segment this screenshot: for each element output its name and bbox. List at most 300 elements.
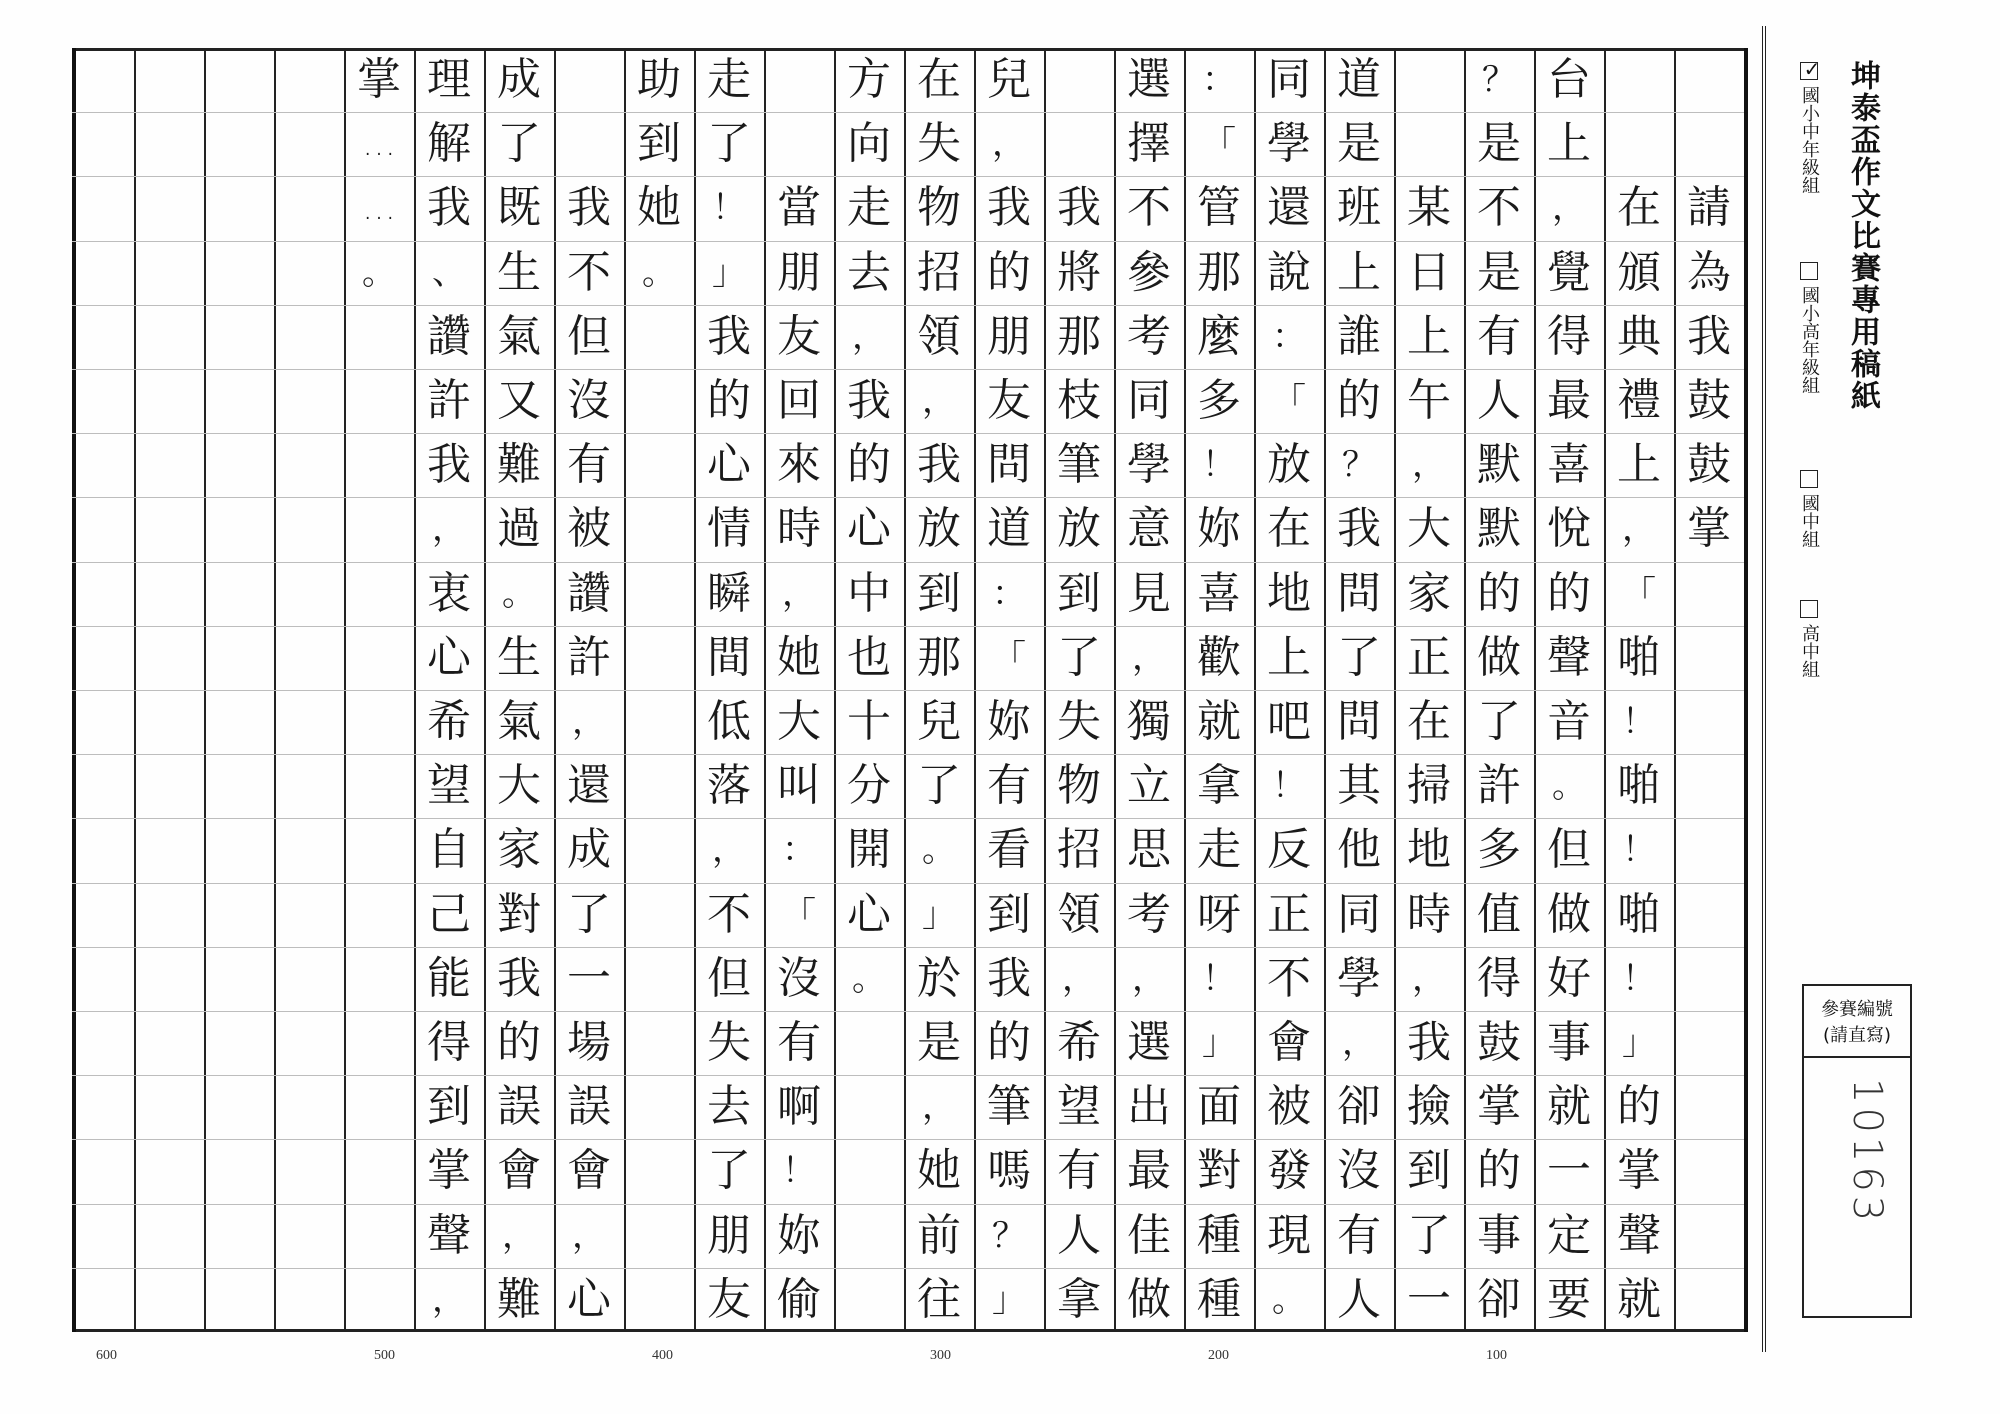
handwritten-character: 發 — [1267, 1145, 1311, 1197]
text-column — [67, 48, 131, 1332]
handwritten-character: 擇 — [1127, 118, 1171, 170]
text-column — [627, 48, 691, 1332]
handwritten-character: 大 — [497, 760, 541, 812]
handwritten-character — [557, 112, 621, 176]
handwritten-character: 低 — [707, 696, 751, 747]
handwritten-character: 同 — [1127, 375, 1171, 426]
handwritten-character: 選 — [1127, 54, 1171, 105]
handwritten-character: 上 — [1547, 118, 1591, 170]
handwritten-character — [1607, 112, 1671, 176]
handwritten-character: 筆 — [1057, 439, 1101, 491]
handwritten-character: 問 — [1337, 567, 1381, 619]
handwritten-character: 掌 — [427, 1145, 471, 1197]
ruler-label: 200 — [1208, 1348, 1229, 1363]
handwritten-character: 上 — [1407, 310, 1451, 362]
handwritten-character: 家 — [1407, 567, 1451, 619]
handwritten-character: 但 — [1547, 824, 1591, 876]
handwritten-character: ， — [572, 702, 606, 742]
handwritten-character: 了 — [1337, 631, 1381, 683]
checkbox-icon[interactable] — [1800, 470, 1818, 488]
handwritten-character: 偷 — [777, 1273, 821, 1325]
handwritten-character: 同 — [1267, 54, 1311, 105]
handwritten-character: … — [362, 188, 396, 229]
handwritten-character: 對 — [1197, 1145, 1241, 1197]
handwritten-character: 是 — [1477, 246, 1521, 298]
text-column — [1327, 48, 1391, 1332]
handwritten-character: 不 — [707, 888, 751, 940]
handwritten-character: 失 — [1057, 696, 1101, 747]
handwritten-character: 做 — [1547, 888, 1591, 940]
handwritten-character: 不 — [567, 246, 611, 298]
handwritten-character: ！ — [1622, 702, 1656, 742]
checkbox-icon[interactable] — [1800, 600, 1818, 618]
handwritten-character: 解 — [427, 118, 471, 170]
text-column — [1117, 48, 1181, 1332]
handwritten-character: 朋 — [987, 310, 1031, 362]
entry-number-box — [1802, 984, 1912, 1318]
handwritten-character: 意 — [1127, 503, 1171, 555]
handwritten-character: 到 — [917, 567, 961, 619]
handwritten-character: 那 — [1197, 246, 1241, 298]
handwritten-character: 「 — [1622, 573, 1656, 614]
handwritten-character: 卻 — [1477, 1273, 1521, 1325]
handwritten-character: 往 — [917, 1273, 961, 1325]
handwritten-character: 妳 — [1197, 503, 1241, 555]
option-senior-high[interactable] — [1796, 600, 1822, 678]
handwritten-character: 。 — [852, 958, 886, 999]
handwritten-character — [767, 48, 831, 112]
handwritten-character: 了 — [1407, 1209, 1451, 1261]
handwritten-character: 選 — [1127, 1017, 1171, 1068]
handwritten-character: ， — [1412, 445, 1446, 486]
handwritten-character: ， — [712, 830, 746, 871]
handwritten-character: 「 — [1202, 124, 1236, 165]
handwritten-character: 筆 — [987, 1081, 1031, 1133]
text-column — [0, 48, 61, 1332]
handwritten-character: 了 — [497, 118, 541, 170]
handwritten-character: 到 — [1407, 1145, 1451, 1197]
handwritten-character: 聲 — [427, 1209, 471, 1261]
handwritten-character: ！ — [1622, 958, 1656, 999]
handwritten-character: 但 — [707, 952, 751, 1004]
text-column — [417, 48, 481, 1332]
handwritten-character: 鼓 — [1477, 1017, 1521, 1068]
handwritten-character: 不 — [1267, 952, 1311, 1004]
option-label: 國中組 — [1799, 494, 1820, 548]
handwritten-character: 了 — [1057, 631, 1101, 683]
handwritten-character: 有 — [987, 760, 1031, 812]
handwritten-character: 走 — [707, 54, 751, 105]
handwritten-character: 掃 — [1407, 760, 1451, 812]
handwritten-character: 回 — [777, 375, 821, 426]
handwritten-character: 她 — [917, 1145, 961, 1197]
handwritten-character: 讚 — [567, 567, 611, 619]
handwritten-character: 最 — [1547, 375, 1591, 426]
handwritten-character: 喜 — [1547, 439, 1591, 491]
handwritten-character: 又 — [497, 375, 541, 426]
handwritten-character: 成 — [497, 54, 541, 105]
handwritten-character: 音 — [1547, 696, 1591, 747]
handwritten-character: 間 — [707, 631, 751, 683]
handwritten-character: 就 — [1197, 696, 1241, 747]
handwritten-character: ， — [1622, 509, 1656, 550]
handwritten-character: 頒 — [1617, 246, 1661, 298]
handwritten-character: 到 — [427, 1081, 471, 1133]
ruler-label: 600 — [96, 1348, 117, 1363]
handwritten-character: 得 — [1547, 310, 1591, 362]
handwritten-character: 說 — [1267, 246, 1311, 298]
handwritten-character: 看 — [987, 824, 1031, 876]
handwritten-character: 道 — [987, 503, 1031, 555]
handwritten-character: ： — [1272, 316, 1306, 357]
handwritten-character: 。 — [502, 573, 536, 614]
handwritten-character: 了 — [917, 760, 961, 812]
handwritten-character: 沒 — [777, 952, 821, 1004]
handwritten-character: 上 — [1267, 631, 1311, 683]
handwritten-character: 在 — [1617, 182, 1661, 234]
handwritten-character: 管 — [1197, 182, 1241, 234]
handwritten-character: 問 — [987, 439, 1031, 491]
handwritten-character: ， — [1552, 188, 1586, 229]
handwritten-character: 氣 — [497, 310, 541, 362]
handwritten-character: ， — [852, 316, 886, 357]
handwritten-character: 」 — [922, 894, 956, 935]
text-column — [837, 48, 901, 1332]
handwritten-character: ， — [432, 1279, 466, 1320]
handwritten-character: ？ — [992, 1215, 1026, 1256]
grid-column-line — [1744, 48, 1748, 1332]
handwritten-character: 學 — [1337, 952, 1381, 1004]
handwritten-character: ！ — [1202, 445, 1236, 486]
handwritten-character: 招 — [917, 246, 961, 298]
text-column — [1607, 48, 1671, 1332]
handwritten-character: 誤 — [567, 1081, 611, 1133]
handwritten-character: 掌 — [1687, 503, 1731, 555]
option-label: 國小高年級組 — [1799, 286, 1820, 394]
handwritten-character: 會 — [1267, 1017, 1311, 1068]
handwritten-character: 我 — [1687, 310, 1731, 362]
handwritten-character: 瞬 — [707, 567, 751, 619]
handwritten-character: 物 — [917, 182, 961, 234]
text-column — [137, 48, 201, 1332]
handwritten-character: ！ — [782, 1151, 816, 1192]
handwritten-character: 佳 — [1127, 1209, 1171, 1261]
handwritten-character: 許 — [567, 631, 611, 683]
handwritten-character: 參 — [1127, 246, 1171, 298]
handwritten-character: 我 — [427, 182, 471, 234]
handwritten-character: 心 — [847, 888, 891, 940]
handwritten-character: 鼓 — [1687, 375, 1731, 426]
handwritten-character: 場 — [567, 1017, 611, 1068]
handwritten-character: 見 — [1127, 567, 1171, 619]
handwritten-character: 大 — [1407, 503, 1451, 555]
handwritten-character: 獨 — [1127, 696, 1171, 747]
handwritten-character: 的 — [987, 1017, 1031, 1068]
handwritten-character: 考 — [1127, 310, 1171, 362]
text-column — [1537, 48, 1601, 1332]
handwritten-character: 了 — [1477, 696, 1521, 747]
handwritten-character — [1607, 48, 1671, 112]
handwritten-character — [1677, 48, 1741, 112]
handwritten-character: 嗎 — [987, 1145, 1031, 1197]
handwritten-character: 拿 — [1057, 1273, 1101, 1325]
handwritten-character: 到 — [637, 118, 681, 170]
handwritten-character: ， — [992, 124, 1026, 165]
handwritten-character: 許 — [1477, 760, 1521, 812]
handwritten-character: 落 — [707, 760, 751, 812]
handwritten-character: 現 — [1267, 1209, 1311, 1261]
handwritten-character: 到 — [1057, 567, 1101, 619]
handwritten-character: 失 — [707, 1017, 751, 1068]
handwritten-character: 一 — [1407, 1273, 1451, 1325]
handwritten-character: 朋 — [707, 1209, 751, 1261]
handwritten-character: 在 — [1267, 503, 1311, 555]
handwritten-character: 被 — [1267, 1081, 1311, 1133]
handwritten-character: 思 — [1127, 824, 1171, 876]
handwritten-character: 的 — [1477, 567, 1521, 619]
handwritten-character: 還 — [567, 760, 611, 812]
handwritten-character: 友 — [777, 310, 821, 362]
text-column — [347, 48, 411, 1332]
handwritten-character: 但 — [567, 310, 611, 362]
handwritten-character: 走 — [847, 182, 891, 234]
handwritten-character: 考 — [1127, 888, 1171, 940]
handwritten-character: 種 — [1197, 1273, 1241, 1325]
text-column — [277, 48, 341, 1332]
handwritten-character: 典 — [1617, 310, 1661, 362]
handwritten-character: 衷 — [427, 567, 471, 619]
handwritten-character: 撿 — [1407, 1081, 1451, 1133]
handwritten-character: 有 — [777, 1017, 821, 1068]
handwritten-character: 。 — [362, 252, 396, 293]
option-label: 高中組 — [1799, 624, 1820, 678]
handwritten-character: ， — [1062, 958, 1096, 999]
option-elementary-upper[interactable] — [1796, 262, 1822, 394]
text-column — [1467, 48, 1531, 1332]
handwritten-character: 。 — [1552, 766, 1586, 807]
handwritten-character: 學 — [1267, 118, 1311, 170]
text-column — [1257, 48, 1321, 1332]
handwritten-character: 地 — [1267, 567, 1311, 619]
handwritten-character: 有 — [1057, 1145, 1101, 1197]
handwritten-character: 請 — [1687, 182, 1731, 234]
handwritten-character: 朋 — [777, 246, 821, 298]
handwritten-character: 放 — [1057, 503, 1101, 555]
handwritten-character: 難 — [497, 1273, 541, 1325]
handwritten-character: 友 — [707, 1273, 751, 1325]
handwritten-character: 去 — [847, 246, 891, 298]
text-column — [1677, 48, 1741, 1332]
checkbox-checked-icon[interactable] — [1800, 62, 1818, 80]
handwritten-character: 歡 — [1197, 631, 1241, 683]
handwritten-character: 兒 — [987, 54, 1031, 105]
handwritten-character: 當 — [777, 182, 821, 234]
handwritten-character: 我 — [1407, 1017, 1451, 1068]
handwritten-character: 理 — [427, 54, 471, 105]
handwritten-character: 叫 — [777, 760, 821, 812]
handwritten-character: 掌 — [1617, 1145, 1661, 1197]
handwritten-character: ， — [1342, 1023, 1376, 1063]
text-column — [1187, 48, 1251, 1332]
handwritten-character: 心 — [707, 439, 751, 491]
ruler-label: 300 — [930, 1348, 951, 1363]
handwritten-character: 是 — [1337, 118, 1381, 170]
handwritten-character: 。 — [922, 830, 956, 871]
handwritten-character: 了 — [707, 1145, 751, 1197]
handwritten-character: 成 — [567, 824, 611, 876]
handwritten-character: 啪 — [1617, 888, 1661, 940]
handwritten-character: 方 — [847, 54, 891, 105]
handwritten-character: 事 — [1547, 1017, 1591, 1068]
handwritten-character: 覺 — [1547, 246, 1591, 298]
handwritten-character: 己 — [427, 888, 471, 940]
handwritten-character: 、 — [432, 252, 466, 293]
handwritten-character: 日 — [1407, 246, 1451, 298]
handwritten-character: 」 — [712, 252, 746, 293]
handwritten-character — [1677, 112, 1741, 176]
handwritten-character: 多 — [1197, 375, 1241, 426]
handwritten-character: 望 — [1057, 1081, 1101, 1133]
handwritten-character: 物 — [1057, 760, 1101, 812]
checkbox-icon[interactable] — [1800, 262, 1818, 280]
handwritten-character: 「 — [1272, 381, 1306, 421]
handwritten-character: 就 — [1547, 1081, 1591, 1133]
text-column — [557, 48, 621, 1332]
handwritten-character — [1047, 112, 1111, 176]
handwritten-character: 正 — [1407, 631, 1451, 683]
handwritten-character: ， — [572, 1215, 606, 1256]
handwritten-character: ： — [1202, 60, 1236, 100]
handwritten-character: 地 — [1407, 824, 1451, 876]
handwritten-character: 事 — [1477, 1209, 1521, 1261]
handwritten-character: 的 — [1477, 1145, 1521, 1197]
handwritten-character: 要 — [1547, 1273, 1591, 1325]
page-title: 坤泰盃作文比賽專用稿紙 — [1845, 60, 1880, 412]
handwritten-character: 「 — [782, 894, 816, 935]
handwritten-character: 過 — [497, 503, 541, 555]
handwritten-character: 悅 — [1547, 503, 1591, 555]
handwritten-character: 一 — [1547, 1145, 1591, 1197]
handwritten-character: 學 — [1127, 439, 1171, 491]
handwritten-character: 」 — [1622, 1023, 1656, 1063]
handwritten-character: 去 — [707, 1081, 751, 1133]
handwritten-character: 情 — [707, 503, 751, 555]
handwritten-character: ， — [1412, 958, 1446, 999]
handwritten-character: 道 — [1337, 54, 1381, 105]
handwritten-character: 生 — [497, 246, 541, 298]
handwritten-character: ！ — [1202, 958, 1236, 999]
handwritten-character: 失 — [917, 118, 961, 170]
handwritten-character: 班 — [1337, 182, 1381, 234]
handwritten-character: 心 — [847, 503, 891, 555]
handwritten-character: 定 — [1547, 1209, 1591, 1261]
handwritten-character: 的 — [1547, 567, 1591, 619]
handwritten-character: 讚 — [427, 310, 471, 362]
handwritten-character: 我 — [1057, 182, 1101, 234]
handwritten-character: 上 — [1337, 246, 1381, 298]
handwritten-character: 是 — [917, 1017, 961, 1068]
handwritten-character: 會 — [567, 1145, 611, 1197]
handwritten-character: 啊 — [777, 1081, 821, 1133]
handwritten-character: 十 — [847, 696, 891, 747]
handwritten-character: 。 — [1272, 1279, 1306, 1320]
text-column — [1397, 48, 1461, 1332]
handwritten-character: 有 — [1337, 1209, 1381, 1261]
handwritten-character: 得 — [1477, 952, 1521, 1004]
handwritten-character: 到 — [987, 888, 1031, 940]
handwritten-character: ？ — [1342, 445, 1376, 486]
handwritten-character: 助 — [637, 54, 681, 105]
handwritten-character: ， — [502, 1215, 536, 1256]
handwritten-character: 放 — [1267, 439, 1311, 491]
handwritten-character: 好 — [1547, 952, 1591, 1004]
entry-number-header — [1804, 986, 1910, 1058]
handwritten-character: 卻 — [1337, 1081, 1381, 1133]
handwritten-character: 立 — [1127, 760, 1171, 812]
handwritten-character: 」 — [1202, 1023, 1236, 1063]
handwritten-character: 有 — [567, 439, 611, 491]
handwritten-character: 了 — [707, 118, 751, 170]
handwritten-character: 既 — [497, 182, 541, 234]
handwritten-character: 會 — [497, 1145, 541, 1197]
handwritten-character: 的 — [1617, 1081, 1661, 1133]
handwritten-character: 」 — [992, 1279, 1026, 1320]
handwritten-character: 被 — [567, 503, 611, 555]
entry-sublabel: (請直寫) — [1822, 1025, 1892, 1046]
handwritten-character: ！ — [1272, 766, 1306, 807]
handwritten-character: 面 — [1197, 1081, 1241, 1133]
handwritten-character: 喜 — [1197, 567, 1241, 619]
handwritten-character — [767, 112, 831, 176]
handwritten-character: 問 — [1337, 696, 1381, 747]
option-elementary-middle[interactable] — [1796, 62, 1822, 194]
handwritten-character: 還 — [1267, 182, 1311, 234]
option-junior-high[interactable] — [1796, 470, 1822, 548]
handwritten-character: 人 — [1477, 375, 1521, 426]
handwritten-character: 也 — [847, 631, 891, 683]
text-column — [907, 48, 971, 1332]
handwritten-character: 望 — [427, 760, 471, 812]
handwritten-character: 沒 — [1337, 1145, 1381, 1197]
handwritten-character: 的 — [497, 1017, 541, 1068]
handwritten-character: ， — [922, 381, 956, 421]
handwritten-character: 能 — [427, 952, 471, 1004]
handwritten-character: ， — [922, 1087, 956, 1128]
handwritten-character: 聲 — [1617, 1209, 1661, 1261]
handwritten-character: 大 — [777, 696, 821, 747]
handwritten-character: 有 — [1477, 310, 1521, 362]
handwritten-character: 聲 — [1547, 631, 1591, 683]
handwritten-character: ！ — [712, 188, 746, 229]
option-label: 國小中年級組 — [1799, 86, 1820, 194]
handwritten-character: 不 — [1127, 182, 1171, 234]
text-column — [487, 48, 551, 1332]
handwritten-character: 生 — [497, 631, 541, 683]
handwritten-character: 的 — [987, 246, 1031, 298]
handwritten-character: 做 — [1477, 631, 1521, 683]
handwritten-character: 不 — [1477, 182, 1521, 234]
handwritten-character — [1047, 48, 1111, 112]
handwritten-character: 做 — [1127, 1273, 1171, 1325]
ruler-label: 400 — [652, 1348, 673, 1363]
handwritten-character: 在 — [1407, 696, 1451, 747]
handwritten-character: 在 — [917, 54, 961, 105]
handwritten-character: 時 — [777, 503, 821, 555]
handwritten-character: 同 — [1337, 888, 1381, 940]
handwritten-character: 某 — [1407, 182, 1451, 234]
handwritten-character: 掌 — [357, 54, 401, 105]
text-column — [767, 48, 831, 1332]
